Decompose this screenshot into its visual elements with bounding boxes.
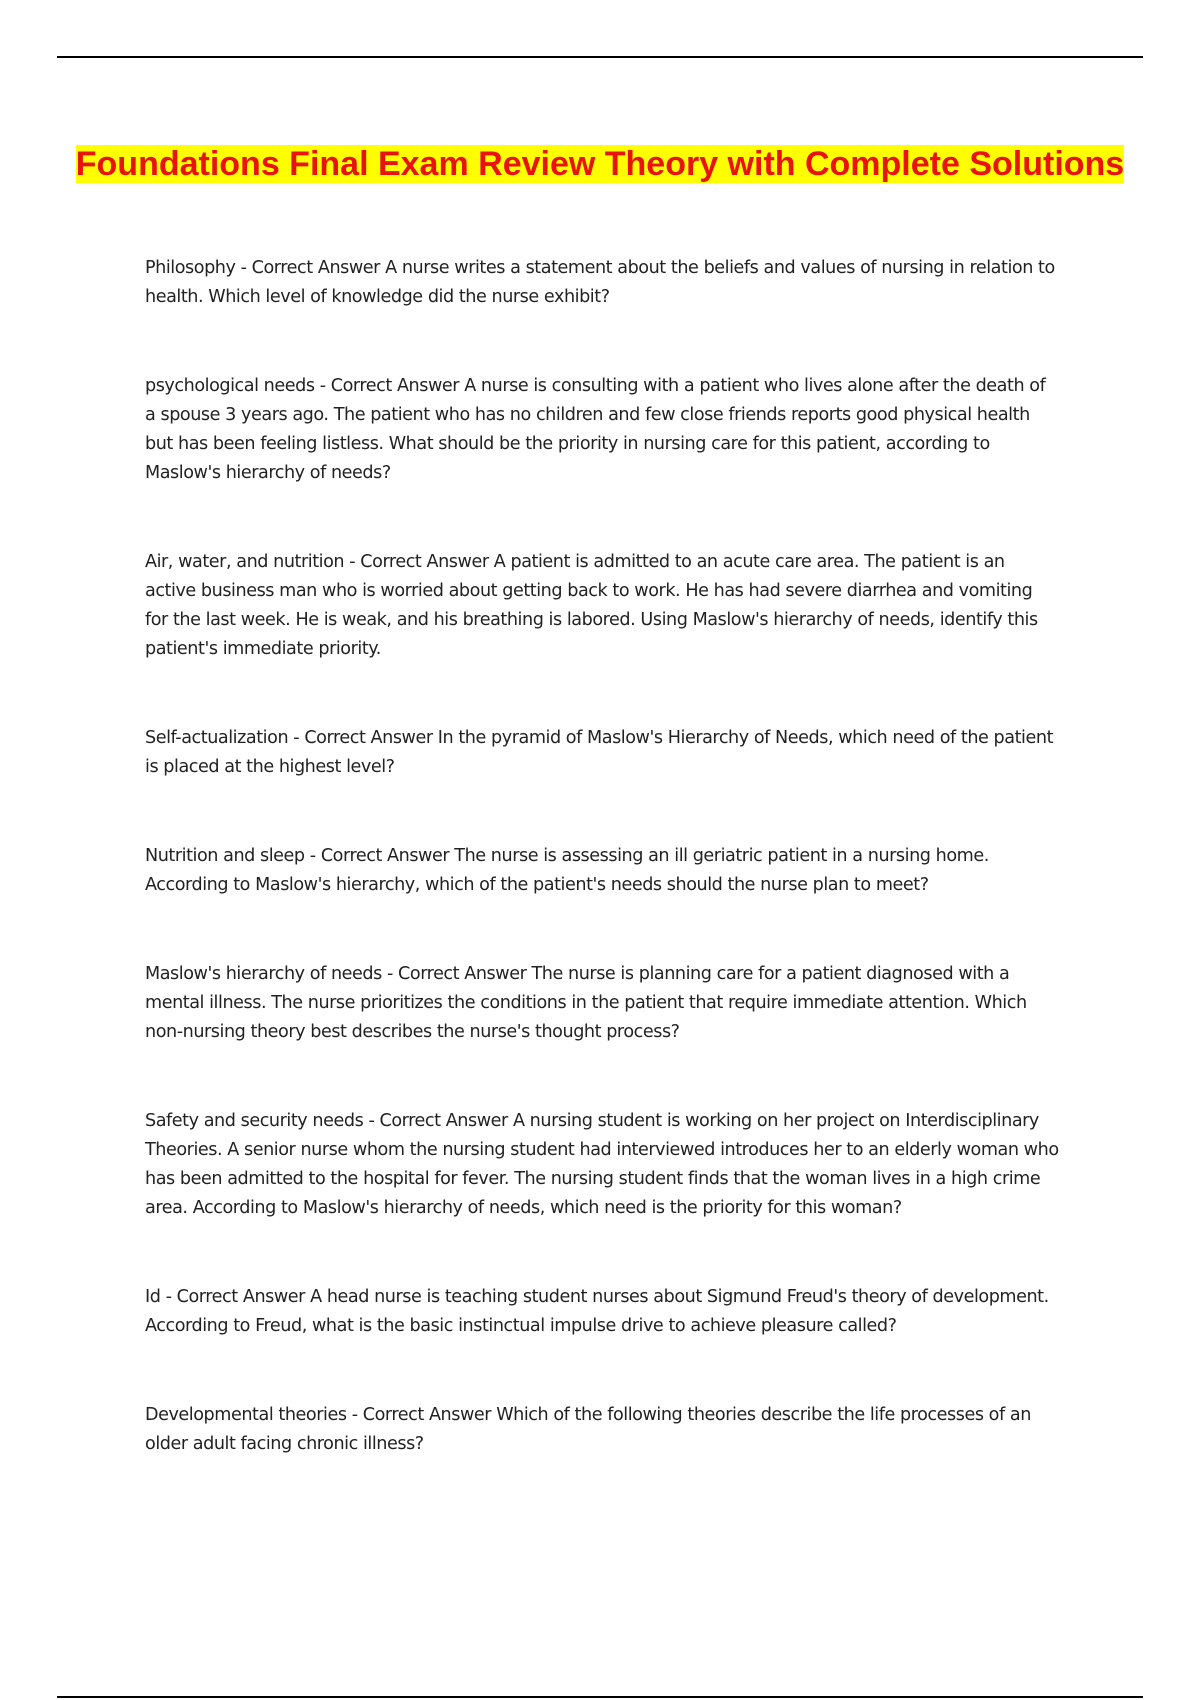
- answer-text: Id: [145, 1287, 161, 1307]
- correct-answer-label: - Correct Answer: [314, 376, 465, 396]
- question-text: In the pyramid of Maslow's Hierarchy of Needs, which need of the patient is placed at the highest level?: [145, 728, 1054, 777]
- answer-text: Self-actualization: [145, 728, 289, 748]
- qa-entry-1: [145, 254, 1060, 312]
- question-text: The nurse is assessing an ill geriatric patient in a nursing home. According to Maslow's hierarchy, which of the patient's needs should the nurse plan to meet?: [145, 846, 989, 895]
- correct-answer-label: - Correct Answer: [363, 1111, 513, 1131]
- correct-answer-label: - Correct Answer: [381, 964, 532, 984]
- question-text: A nurse writes a statement about the beliefs and values of nursing in relation to health. Which level of knowledge did the nurse exhibit?: [145, 258, 1055, 307]
- answer-text: Safety and security needs: [145, 1111, 364, 1131]
- correct-answer-label: - Correct Answer: [304, 846, 455, 866]
- answer-text: Developmental theories: [145, 1405, 347, 1425]
- correct-answer-label: - Correct Answer: [346, 1405, 497, 1425]
- answer-text: Nutrition and sleep: [145, 846, 305, 866]
- answer-text: psychological needs: [145, 376, 315, 396]
- question-text: A nurse is consulting with a patient who lives alone after the death of a spouse 3 years ago. The patient who has no children and few close friends reports good physical health but has been feeling listless. What should be the priority in nursing care for this patient, according to Maslow's hierarchy of needs?: [145, 376, 1046, 483]
- qa-entry-8: [145, 1283, 1060, 1341]
- answer-text: Air, water, and nutrition: [145, 552, 345, 572]
- qa-entry-4: [145, 724, 1060, 782]
- question-text: The nurse is planning care for a patient diagnosed with a mental illness. The nurse prioritizes the conditions in the patient that require immediate attention. Which non-nursing theory best describes the nurse's thought process?: [145, 964, 1027, 1042]
- correct-answer-label: - Correct Answer: [288, 728, 438, 748]
- correct-answer-label: - Correct Answer: [235, 258, 386, 278]
- question-text: A nursing student is working on her project on Interdisciplinary Theories. A senior nurse whom the nursing student had interviewed introduces her to an elderly woman who has been admitted to the hospital for fever. The nursing student finds that the woman lives in a high crime area. According to Maslow's hierarchy of needs, which need is the priority for this woman?: [145, 1111, 1059, 1218]
- answer-text: Philosophy: [145, 258, 236, 278]
- qa-entry-9: [145, 1401, 1060, 1459]
- document-title-text: Foundations Final Exam Review Theory with Complete Solutions: [75, 145, 1125, 183]
- question-text: Which of the following theories describe the life processes of an older adult facing chronic illness?: [145, 1405, 1031, 1454]
- question-text: A head nurse is teaching student nurses about Sigmund Freud's theory of development. According to Freud, what is the basic instinctual impulse drive to achieve pleasure called?: [145, 1287, 1049, 1336]
- qa-entry-7: [145, 1107, 1060, 1223]
- answer-text: Maslow's hierarchy of needs: [145, 964, 382, 984]
- qa-entry-3: [145, 548, 1060, 664]
- header-rule: [57, 56, 1143, 58]
- qa-entry-5: [145, 842, 1060, 900]
- correct-answer-label: - Correct Answer: [160, 1287, 311, 1307]
- qa-list: [145, 254, 1060, 1519]
- document-title: [0, 143, 1200, 185]
- qa-entry-6: [145, 960, 1060, 1047]
- footer-rule: [57, 1696, 1143, 1698]
- qa-entry-2: [145, 372, 1060, 488]
- question-text: A patient is admitted to an acute care area. The patient is an active business man who is worried about getting back to work. He has had severe diarrhea and vomiting for the last week. He is weak, and his breathing is labored. Using Maslow's hierarchy of needs, identify this patient's immediate priority.: [145, 552, 1038, 659]
- correct-answer-label: - Correct Answer: [344, 552, 494, 572]
